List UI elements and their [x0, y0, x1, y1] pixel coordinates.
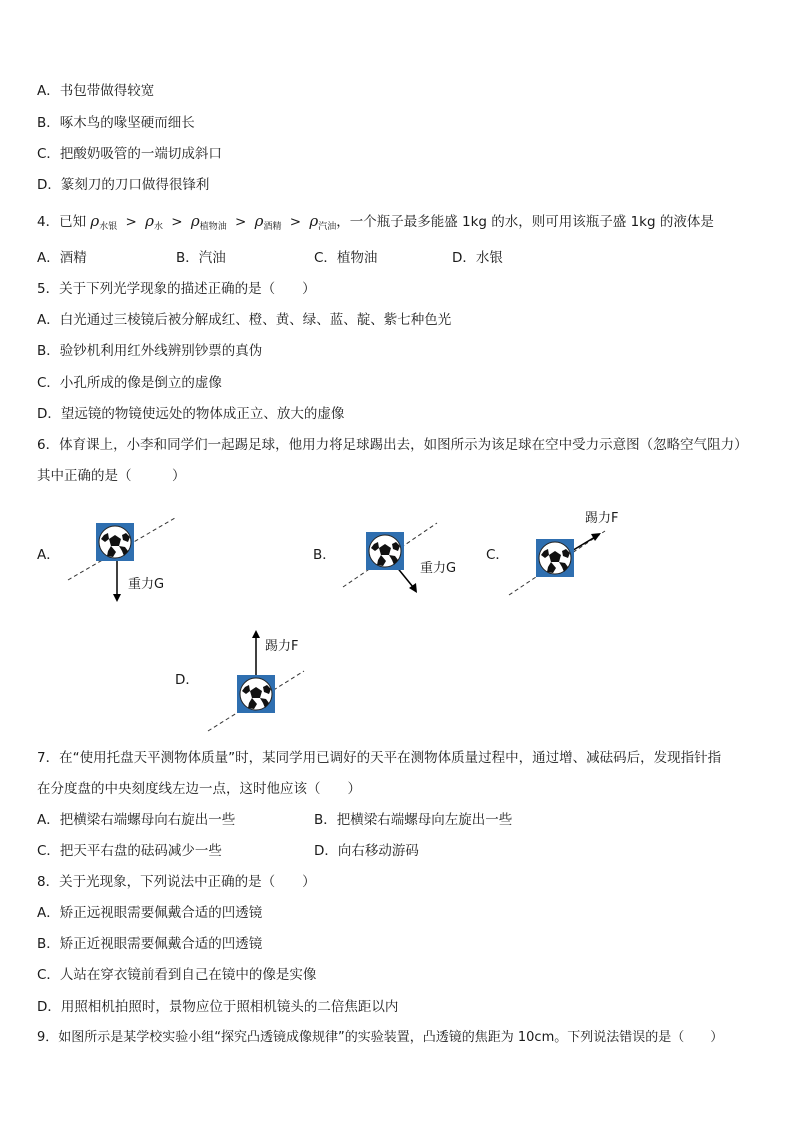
q8-option-a: A．矫正远视眼需要佩戴合适的凹透镜	[37, 905, 263, 921]
q5-stem: 5．关于下列光学现象的描述正确的是（ ）	[37, 281, 316, 297]
q4-suffix: ，一个瓶子最多能盛 1kg 的水，则可用该瓶子盛 1kg 的液体是	[336, 214, 714, 230]
density-sub-gasoline: 汽油	[318, 222, 337, 232]
q7-option-a: A．把横梁右端螺母向右旋出一些	[37, 812, 236, 828]
kick-force-label: 踢力F	[585, 511, 619, 526]
figure-b-label: B．	[313, 547, 336, 563]
q7-stem-line1: 7．在“使用托盘天平测物体质量”时，某同学用已调好的天平在测物体质量过程中，通过增、减砝码后，发现指针指	[37, 750, 722, 766]
q4-stem	[37, 211, 714, 237]
density-sub-vegetable-oil: 植物油	[199, 222, 227, 232]
q6-stem-line1: 6．体育课上，小李和同学们一起踢足球，他用力将足球踢出去，如图所示为该足球在空中受力示意图（忽略空气阻力）	[37, 437, 748, 453]
q8-option-b: B．矫正近视眼需要佩戴合适的凹透镜	[37, 936, 263, 952]
q3-option-d: D．篆刻刀的刀口做得很锋利	[37, 177, 210, 193]
rho-symbol: ρ	[254, 212, 264, 230]
q4-option-a: A．酒精	[37, 250, 87, 266]
q3-option-c: C．把酸奶吸管的一端切成斜口	[37, 146, 222, 162]
figure-d-label: D．	[175, 672, 199, 688]
figure-c-label: C．	[486, 547, 509, 563]
q4-option-d: D．水银	[452, 250, 503, 266]
kick-force-label: 踢力F	[265, 639, 299, 654]
q6-stem-line2: 其中正确的是（ ）	[37, 468, 186, 484]
rho-symbol: ρ	[309, 212, 319, 230]
q5-option-a: A．白光通过三棱镜后被分解成红、橙、黄、绿、蓝、靛、紫七种色光	[37, 312, 452, 328]
gravity-label: 重力G	[420, 561, 457, 576]
q4-option-b: B．汽油	[176, 250, 226, 266]
soccer-ball-icon	[366, 532, 404, 570]
rho-symbol: ρ	[190, 212, 200, 230]
soccer-ball-icon	[536, 539, 574, 577]
q8-option-c: C．人站在穿衣镜前看到自己在镜中的像是实像	[37, 967, 317, 983]
density-sub-mercury: 水银	[99, 222, 118, 232]
rho-symbol: ρ	[145, 212, 154, 230]
q7-option-c: C．把天平右盘的砝码减少一些	[37, 843, 222, 859]
q5-option-d: D．望远镜的物镜使远处的物体成正立、放大的虚像	[37, 406, 345, 422]
gravity-label: 重力G	[128, 577, 165, 592]
gt-symbol: >	[125, 214, 137, 230]
gt-symbol: >	[289, 214, 302, 230]
gt-symbol: >	[171, 214, 183, 230]
q3-option-a: A．书包带做得较宽	[37, 83, 155, 99]
density-sub-water: 水	[153, 222, 163, 232]
q5-option-c: C．小孔所成的像是倒立的虚像	[37, 375, 222, 391]
soccer-ball-icon	[96, 523, 134, 561]
gt-symbol: >	[235, 214, 247, 230]
q9-stem: 9．如图所示是某学校实验小组“探究凸透镜成像规律”的实验装置，凸透镜的焦距为 10cm。下列说法错误的是（ ）	[37, 1030, 724, 1045]
figure-a-label: A．	[37, 547, 60, 563]
rho-symbol: ρ	[90, 212, 100, 230]
q7-option-d: D．向右移动游码	[314, 843, 419, 859]
q4-option-c: C．植物油	[314, 250, 378, 266]
density-sub-alcohol: 酒精	[263, 222, 282, 232]
q4-prefix: 4．已知	[37, 214, 87, 230]
q7-stem-line2: 在分度盘的中央刻度线左边一点，这时他应该（ ）	[37, 781, 361, 797]
q8-option-d: D．用照相机拍照时，景物应位于照相机镜头的二倍焦距以内	[37, 999, 399, 1015]
q7-option-b: B．把横梁右端螺母向左旋出一些	[314, 812, 513, 828]
q3-option-b: B．啄木鸟的喙坚硬而细长	[37, 115, 195, 131]
q5-option-b: B．验钞机利用红外线辨别钞票的真伪	[37, 343, 263, 359]
soccer-ball-icon	[237, 675, 275, 713]
q8-stem: 8．关于光现象，下列说法中正确的是（ ）	[37, 874, 316, 890]
